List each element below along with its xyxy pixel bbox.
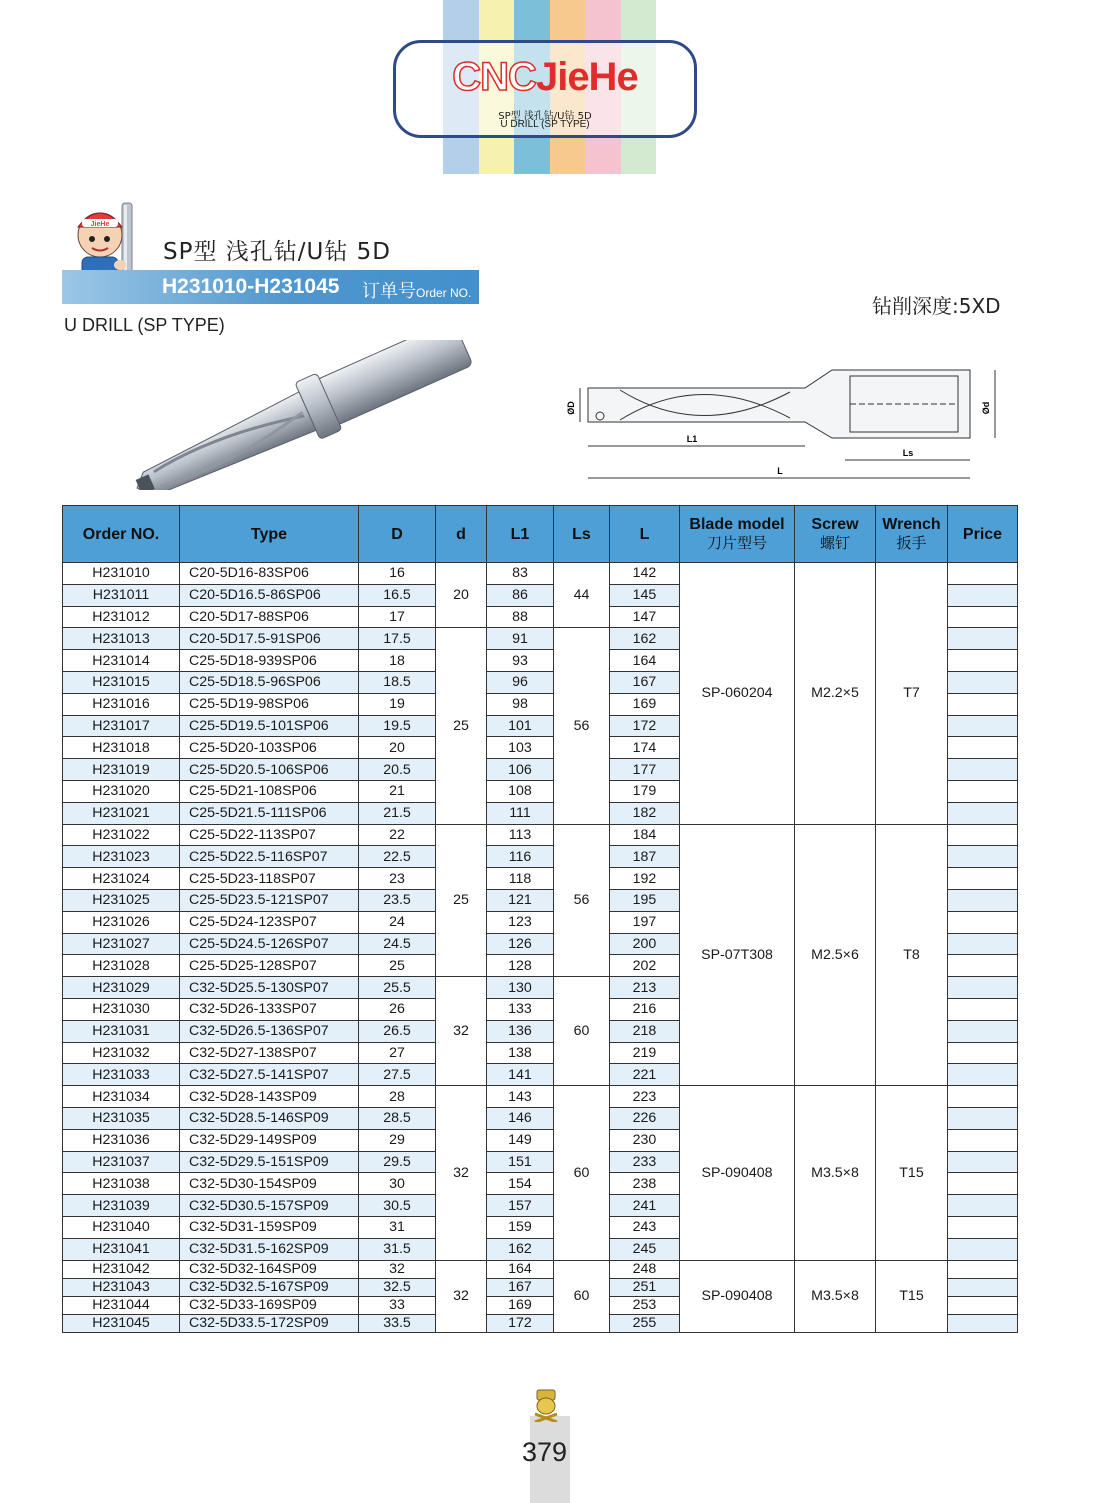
cell-type: C25-5D18.5-96SP06 [180,671,359,693]
cell-D: 33 [359,1296,436,1314]
cell-order: H231027 [63,933,180,955]
cell-type: C20-5D17-88SP06 [180,606,359,628]
cell-d: 32 [436,977,487,1086]
cell-d: 20 [436,563,487,628]
cell-order: H231012 [63,606,180,628]
cell-L1: 101 [487,715,554,737]
cell-d: 25 [436,628,487,824]
cell-order: H231011 [63,584,180,606]
cell-type: C32-5D28-143SP09 [180,1086,359,1108]
cell-L: 248 [610,1260,680,1278]
cell-L: 255 [610,1314,680,1332]
cell-D: 24 [359,911,436,933]
cell-L1: 121 [487,889,554,911]
cell-L: 174 [610,737,680,759]
cell-type: C25-5D19-98SP06 [180,693,359,715]
cell-order: H231010 [63,563,180,585]
cell-L: 251 [610,1278,680,1296]
cell-D: 31 [359,1216,436,1238]
cell-L: 164 [610,650,680,672]
col-type: Type [180,506,359,563]
cell-order: H231037 [63,1151,180,1173]
table-body [63,563,1018,1333]
cell-type: C25-5D24.5-126SP07 [180,933,359,955]
cell-order: H231039 [63,1195,180,1217]
cell-L: 182 [610,802,680,824]
cell-D: 17.5 [359,628,436,650]
cell-L1: 172 [487,1314,554,1332]
cell-price [948,563,1018,585]
cell-type: C20-5D16-83SP06 [180,563,359,585]
cell-L1: 126 [487,933,554,955]
cell-type: C25-5D24-123SP07 [180,911,359,933]
cell-L1: 108 [487,780,554,802]
col-D: D [359,506,436,563]
brand-logo-box [393,40,697,138]
cell-type: C25-5D19.5-101SP06 [180,715,359,737]
cell-order: H231019 [63,759,180,781]
cell-D: 27.5 [359,1064,436,1086]
cell-order: H231030 [63,998,180,1020]
cell-order: H231045 [63,1314,180,1332]
cell-L: 142 [610,563,680,585]
col-blade [680,506,795,563]
cell-price [948,650,1018,672]
cell-order: H231016 [63,693,180,715]
cell-price [948,1314,1018,1332]
cell-D: 24.5 [359,933,436,955]
cell-L1: 96 [487,671,554,693]
cell-D: 23.5 [359,889,436,911]
col-screw-en: Screw [811,516,859,533]
diagram-label-d: Ød [981,401,991,415]
cell-type: C32-5D28.5-146SP09 [180,1107,359,1129]
cell-order: H231018 [63,737,180,759]
cell-type: C32-5D30.5-157SP09 [180,1195,359,1217]
cell-D: 23 [359,868,436,890]
cell-Ls: 60 [554,1260,610,1332]
cell-L1: 93 [487,650,554,672]
drilling-depth: 钻削深度:5XD [872,294,1001,318]
cell-order: H231034 [63,1086,180,1108]
cell-price [948,1129,1018,1151]
cell-type: C25-5D21.5-111SP06 [180,802,359,824]
cell-order: H231035 [63,1107,180,1129]
cell-L: 233 [610,1151,680,1173]
diagram-label-D: ØD [566,401,576,415]
col-wrench [876,506,948,563]
cell-d: 32 [436,1086,487,1260]
cell-L: 169 [610,693,680,715]
cell-D: 29.5 [359,1151,436,1173]
cell-price [948,1296,1018,1314]
cell-D: 28.5 [359,1107,436,1129]
cell-L1: 118 [487,868,554,890]
cell-type: C25-5D20-103SP06 [180,737,359,759]
cell-type: C20-5D16.5-86SP06 [180,584,359,606]
cell-D: 25.5 [359,977,436,999]
cell-price [948,1020,1018,1042]
cell-order: H231032 [63,1042,180,1064]
cell-price [948,933,1018,955]
cell-screw: M3.5×8 [795,1086,876,1260]
cell-L1: 133 [487,998,554,1020]
cell-L: 221 [610,1064,680,1086]
cell-order: H231013 [63,628,180,650]
cell-price [948,737,1018,759]
cell-L1: 157 [487,1195,554,1217]
col-screw [795,506,876,563]
cell-price [948,802,1018,824]
cell-price [948,759,1018,781]
cell-type: C25-5D20.5-106SP06 [180,759,359,781]
cell-order: H231033 [63,1064,180,1086]
cell-type: C32-5D27-138SP07 [180,1042,359,1064]
cell-L1: 162 [487,1238,554,1260]
logo-subtitle-en: U DRILL (SP TYPE) [500,119,590,130]
table-header-row [63,506,1018,563]
cell-type: C25-5D23.5-121SP07 [180,889,359,911]
cell-L1: 154 [487,1173,554,1195]
cell-L1: 123 [487,911,554,933]
cell-order: H231015 [63,671,180,693]
col-wrench-cn: 扳手 [896,534,927,552]
cell-L1: 83 [487,563,554,585]
cell-order: H231043 [63,1278,180,1296]
cell-D: 32 [359,1260,436,1278]
section-subtitle-en: U DRILL (SP TYPE) [64,315,225,335]
col-wrench-en: Wrench [882,516,941,533]
cell-L: 245 [610,1238,680,1260]
cell-type: C25-5D22.5-116SP07 [180,846,359,868]
cell-price [948,1195,1018,1217]
cell-type: C32-5D32-164SP09 [180,1260,359,1278]
cell-type: C25-5D22-113SP07 [180,824,359,846]
cell-blade: SP-090408 [680,1260,795,1332]
cell-L1: 146 [487,1107,554,1129]
page-number: 379 [522,1437,568,1467]
cell-price [948,977,1018,999]
cell-L: 177 [610,759,680,781]
cell-price [948,693,1018,715]
diagram-label-L: L [777,466,783,476]
cell-price [948,1151,1018,1173]
cell-d: 25 [436,824,487,977]
cell-Ls: 60 [554,977,610,1086]
cell-D: 20 [359,737,436,759]
col-L: L [610,506,680,563]
cell-order: H231026 [63,911,180,933]
cell-price [948,715,1018,737]
cell-L: 145 [610,584,680,606]
cell-price [948,1216,1018,1238]
cell-D: 16.5 [359,584,436,606]
cell-order: H231025 [63,889,180,911]
cell-type: C25-5D23-118SP07 [180,868,359,890]
cell-type: C32-5D32.5-167SP09 [180,1278,359,1296]
cell-D: 22.5 [359,846,436,868]
cell-price [948,1238,1018,1260]
cell-L: 226 [610,1107,680,1129]
cell-price [948,955,1018,977]
cell-price [948,889,1018,911]
cell-price [948,1042,1018,1064]
cell-price [948,606,1018,628]
cell-price [948,1173,1018,1195]
cell-D: 17 [359,606,436,628]
col-blade-cn: 刀片型号 [706,534,767,552]
diagram-label-L1: L1 [686,434,698,444]
cell-D: 31.5 [359,1238,436,1260]
cell-L1: 91 [487,628,554,650]
cell-L1: 136 [487,1020,554,1042]
cell-order: H231040 [63,1216,180,1238]
table-row [63,563,1018,585]
cell-L: 202 [610,955,680,977]
cell-D: 22 [359,824,436,846]
table-row [63,824,1018,846]
cell-order: H231020 [63,780,180,802]
logo-subtitle-cn: SP型 浅孔钻/U钻 5D [498,111,592,122]
cell-order: H231022 [63,824,180,846]
cell-Ls: 56 [554,628,610,824]
mascot-head-icon [531,1388,561,1422]
order-label [362,277,471,303]
cell-L1: 116 [487,846,554,868]
cell-order: H231014 [63,650,180,672]
cell-L: 200 [610,933,680,955]
cell-order: H231042 [63,1260,180,1278]
cell-price [948,824,1018,846]
cell-L: 213 [610,977,680,999]
cell-L: 172 [610,715,680,737]
cell-type: C32-5D33-169SP09 [180,1296,359,1314]
cell-L1: 128 [487,955,554,977]
brand-logo [396,55,694,100]
cell-D: 19 [359,693,436,715]
cell-type: C32-5D26-133SP07 [180,998,359,1020]
cell-D: 33.5 [359,1314,436,1332]
cell-price [948,780,1018,802]
cell-L1: 106 [487,759,554,781]
col-order: Order NO. [63,506,180,563]
cell-price [948,1064,1018,1086]
order-range: H231010-H231045 [162,275,340,298]
cell-D: 18.5 [359,671,436,693]
cell-order: H231044 [63,1296,180,1314]
logo-jiehe: JieHe [535,55,638,99]
cell-L1: 113 [487,824,554,846]
u-drill-dimension-diagram [560,360,1005,485]
cell-L1: 164 [487,1260,554,1278]
cell-order: H231031 [63,1020,180,1042]
cell-L: 223 [610,1086,680,1108]
cell-type: C25-5D25-128SP07 [180,955,359,977]
cell-d: 32 [436,1260,487,1332]
cell-L1: 86 [487,584,554,606]
cell-type: C32-5D30-154SP09 [180,1173,359,1195]
cell-L1: 167 [487,1278,554,1296]
cell-type: C32-5D31.5-162SP09 [180,1238,359,1260]
cell-D: 21.5 [359,802,436,824]
cell-L1: 149 [487,1129,554,1151]
spec-table [62,505,1018,1333]
cell-price [948,1278,1018,1296]
cell-D: 30 [359,1173,436,1195]
cell-D: 30.5 [359,1195,436,1217]
cell-type: C32-5D26.5-136SP07 [180,1020,359,1042]
cell-L1: 98 [487,693,554,715]
cell-order: H231041 [63,1238,180,1260]
cell-price [948,998,1018,1020]
cell-screw: M2.2×5 [795,563,876,825]
cell-D: 27 [359,1042,436,1064]
cell-type: C32-5D29-149SP09 [180,1129,359,1151]
cell-L1: 143 [487,1086,554,1108]
cell-order: H231023 [63,846,180,868]
cell-L: 197 [610,911,680,933]
diagram-label-Ls: Ls [902,448,914,458]
cell-price [948,1260,1018,1278]
cell-blade: SP-060204 [680,563,795,825]
cell-price [948,868,1018,890]
logo-cnc: CNC [452,55,536,99]
col-L1: L1 [487,506,554,563]
col-d: d [436,506,487,563]
cell-screw: M2.5×6 [795,824,876,1086]
cell-D: 20.5 [359,759,436,781]
cell-order: H231029 [63,977,180,999]
cell-D: 26.5 [359,1020,436,1042]
cell-price [948,846,1018,868]
cell-screw: M3.5×8 [795,1260,876,1332]
cell-wrench: T15 [876,1086,948,1260]
cell-L: 216 [610,998,680,1020]
cell-price [948,671,1018,693]
table-row [63,1086,1018,1108]
u-drill-photo [105,340,480,490]
cell-type: C25-5D18-939SP06 [180,650,359,672]
cell-L: 218 [610,1020,680,1042]
table-row [63,1260,1018,1278]
cell-order: H231021 [63,802,180,824]
cell-D: 18 [359,650,436,672]
col-price: Price [948,506,1018,563]
cell-L1: 159 [487,1216,554,1238]
cell-wrench: T8 [876,824,948,1086]
cell-type: C32-5D25.5-130SP07 [180,977,359,999]
cell-L1: 169 [487,1296,554,1314]
cell-L1: 151 [487,1151,554,1173]
cell-D: 25 [359,955,436,977]
cell-order: H231017 [63,715,180,737]
cell-L: 184 [610,824,680,846]
cell-type: C32-5D33.5-172SP09 [180,1314,359,1332]
order-label-cn: 订单号 [362,281,416,302]
cell-order: H231038 [63,1173,180,1195]
cell-L: 195 [610,889,680,911]
cell-L1: 138 [487,1042,554,1064]
mascot-cap-text: JieHe [90,221,110,228]
cell-price [948,911,1018,933]
cell-L1: 130 [487,977,554,999]
cell-D: 29 [359,1129,436,1151]
cell-L1: 111 [487,802,554,824]
cell-L1: 88 [487,606,554,628]
cell-Ls: 56 [554,824,610,977]
cell-price [948,1107,1018,1129]
cell-L: 243 [610,1216,680,1238]
col-Ls: Ls [554,506,610,563]
cell-L: 253 [610,1296,680,1314]
cell-price [948,628,1018,650]
col-blade-en: Blade model [689,516,785,533]
cell-type: C32-5D27.5-141SP07 [180,1064,359,1086]
cell-L: 219 [610,1042,680,1064]
cell-L: 162 [610,628,680,650]
cell-blade: SP-090408 [680,1086,795,1260]
cell-wrench: T7 [876,563,948,825]
cell-order: H231036 [63,1129,180,1151]
cell-blade: SP-07T308 [680,824,795,1086]
cell-type: C25-5D21-108SP06 [180,780,359,802]
cell-D: 28 [359,1086,436,1108]
cell-price [948,584,1018,606]
cell-D: 21 [359,780,436,802]
cell-Ls: 60 [554,1086,610,1260]
cell-L: 192 [610,868,680,890]
cell-L: 147 [610,606,680,628]
order-label-en: Order NO. [416,286,472,300]
cell-type: C32-5D31-159SP09 [180,1216,359,1238]
cell-L: 187 [610,846,680,868]
col-screw-cn: 螺钉 [819,534,850,552]
section-title: SP型 浅孔钻/U钻 5D [163,239,392,265]
cell-D: 26 [359,998,436,1020]
cell-type: C32-5D29.5-151SP09 [180,1151,359,1173]
cell-order: H231028 [63,955,180,977]
cell-wrench: T15 [876,1260,948,1332]
cell-L: 238 [610,1173,680,1195]
cell-price [948,1086,1018,1108]
cell-L1: 141 [487,1064,554,1086]
cell-D: 16 [359,563,436,585]
cell-L: 241 [610,1195,680,1217]
cell-L: 167 [610,671,680,693]
cell-D: 19.5 [359,715,436,737]
cell-D: 32.5 [359,1278,436,1296]
cell-L: 179 [610,780,680,802]
cell-type: C20-5D17.5-91SP06 [180,628,359,650]
cell-L1: 103 [487,737,554,759]
cell-order: H231024 [63,868,180,890]
cell-L: 230 [610,1129,680,1151]
cell-Ls: 44 [554,563,610,628]
